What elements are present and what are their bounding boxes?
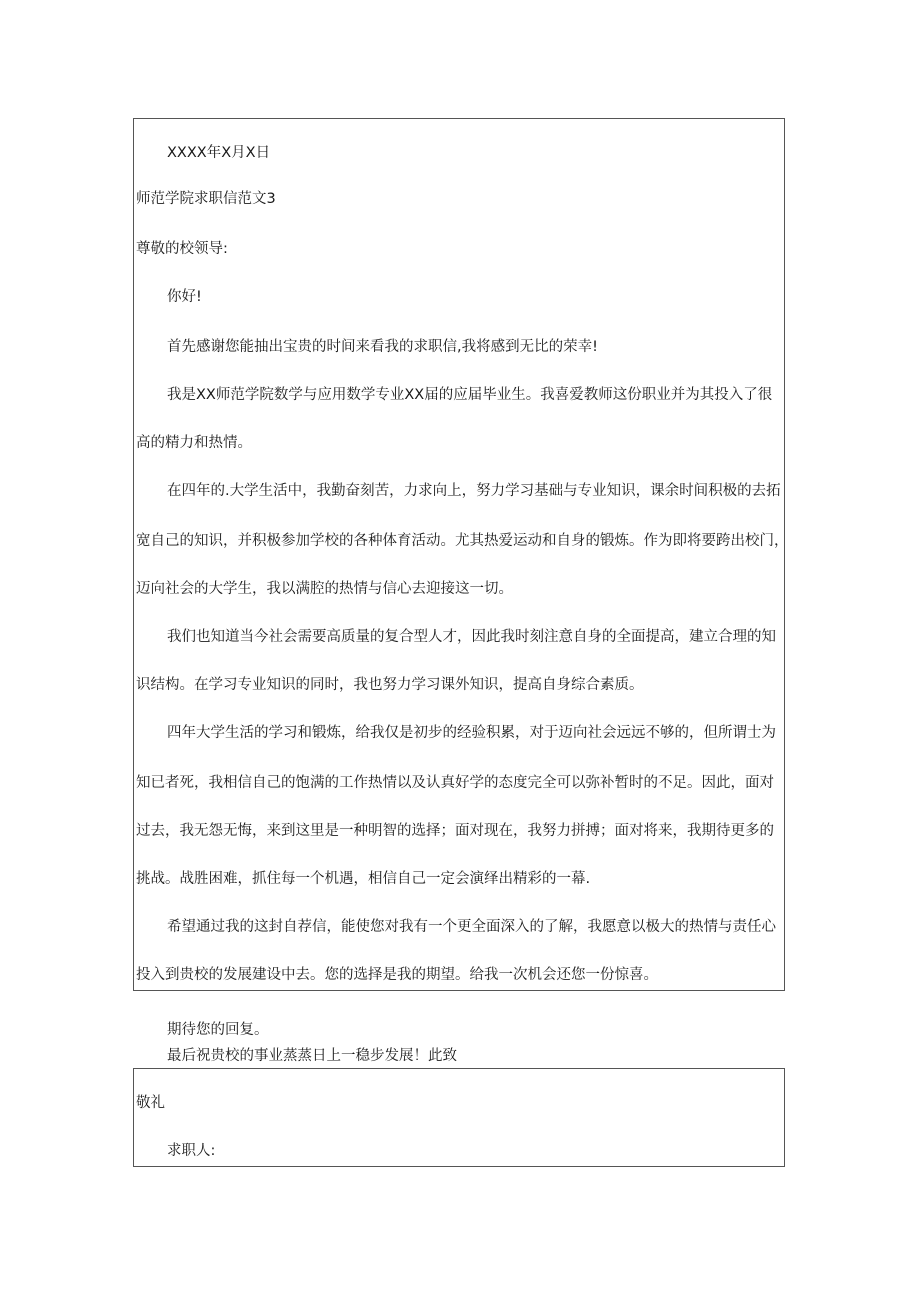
letter-greeting: 你好! <box>167 289 202 305</box>
letter-title: 师范学院求职信范文3 <box>136 191 276 207</box>
paragraph-study-line: 在四年的.大学生活中，我勤奋刻苦，力求向上，努力学习基础与专业知识，课余时间积极的去拓 <box>167 483 781 499</box>
paragraph-thanks: 首先感谢您能抽出宝贵的时间来看我的求职信,我将感到无比的荣幸! <box>167 339 598 355</box>
paragraph-hope-line: 希望通过我的这封自荐信，能使您对我有一个更全面深入的了解，我愿意以极大的热情与责任心 <box>167 919 776 935</box>
paragraph-experience-line: 四年大学生活的学习和锻炼，给我仅是初步的经验积累，对于迈向社会远远不够的，但所谓士为 <box>167 725 776 741</box>
paragraph-intro-line: 高的精力和热情。 <box>136 435 252 451</box>
letter-date: XXXX年X月X日 <box>167 145 271 161</box>
letter-signature: 求职人: <box>167 1143 216 1159</box>
letter-salutation: 尊敬的校领导: <box>136 241 228 257</box>
letter-signoff-frame <box>133 1068 785 1167</box>
paragraph-hope-line: 投入到贵校的发展建设中去。您的选择是我的期望。给我一次机会还您一份惊喜。 <box>136 967 658 983</box>
closing-wishes: 最后祝贵校的事业蒸蒸日上一稳步发展！此致 <box>167 1048 457 1064</box>
paragraph-study-line: 迈向社会的大学生，我以满腔的热情与信心去迎接这一切。 <box>136 581 513 597</box>
paragraph-knowledge-line: 我们也知道当今社会需要高质量的复合型人才，因此我时刻注意自身的全面提高，建立合理的知 <box>167 629 776 645</box>
paragraph-experience-line: 过去，我无怨无悔，来到这里是一种明智的选择；面对现在，我努力拼搏；面对将来，我期待更多的 <box>136 823 774 839</box>
closing-await-reply: 期待您的回复。 <box>167 1022 269 1038</box>
paragraph-knowledge-line: 识结构。在学习专业知识的同时，我也努力学习课外知识，提高自身综合素质。 <box>136 677 644 693</box>
paragraph-intro-line: 我是XX师范学院数学与应用数学专业XX届的应届毕业生。我喜爱教师这份职业并为其投入了很 <box>167 387 773 403</box>
paragraph-experience-line: 挑战。战胜困难，抓住每一个机遇，相信自己一定会演绎出精彩的一幕. <box>136 871 591 887</box>
paragraph-study-line: 宽自己的知识，并积极参加学校的各种体育活动。尤其热爱运动和自身的锻炼。作为即将要跨出校门， <box>136 533 789 549</box>
letter-body-frame <box>133 118 789 991</box>
paragraph-experience-line: 知已者死，我相信自己的饱满的工作热情以及认真好学的态度完全可以弥补暂时的不足。因此，面对 <box>136 775 774 791</box>
letter-regards: 敬礼 <box>136 1095 165 1111</box>
